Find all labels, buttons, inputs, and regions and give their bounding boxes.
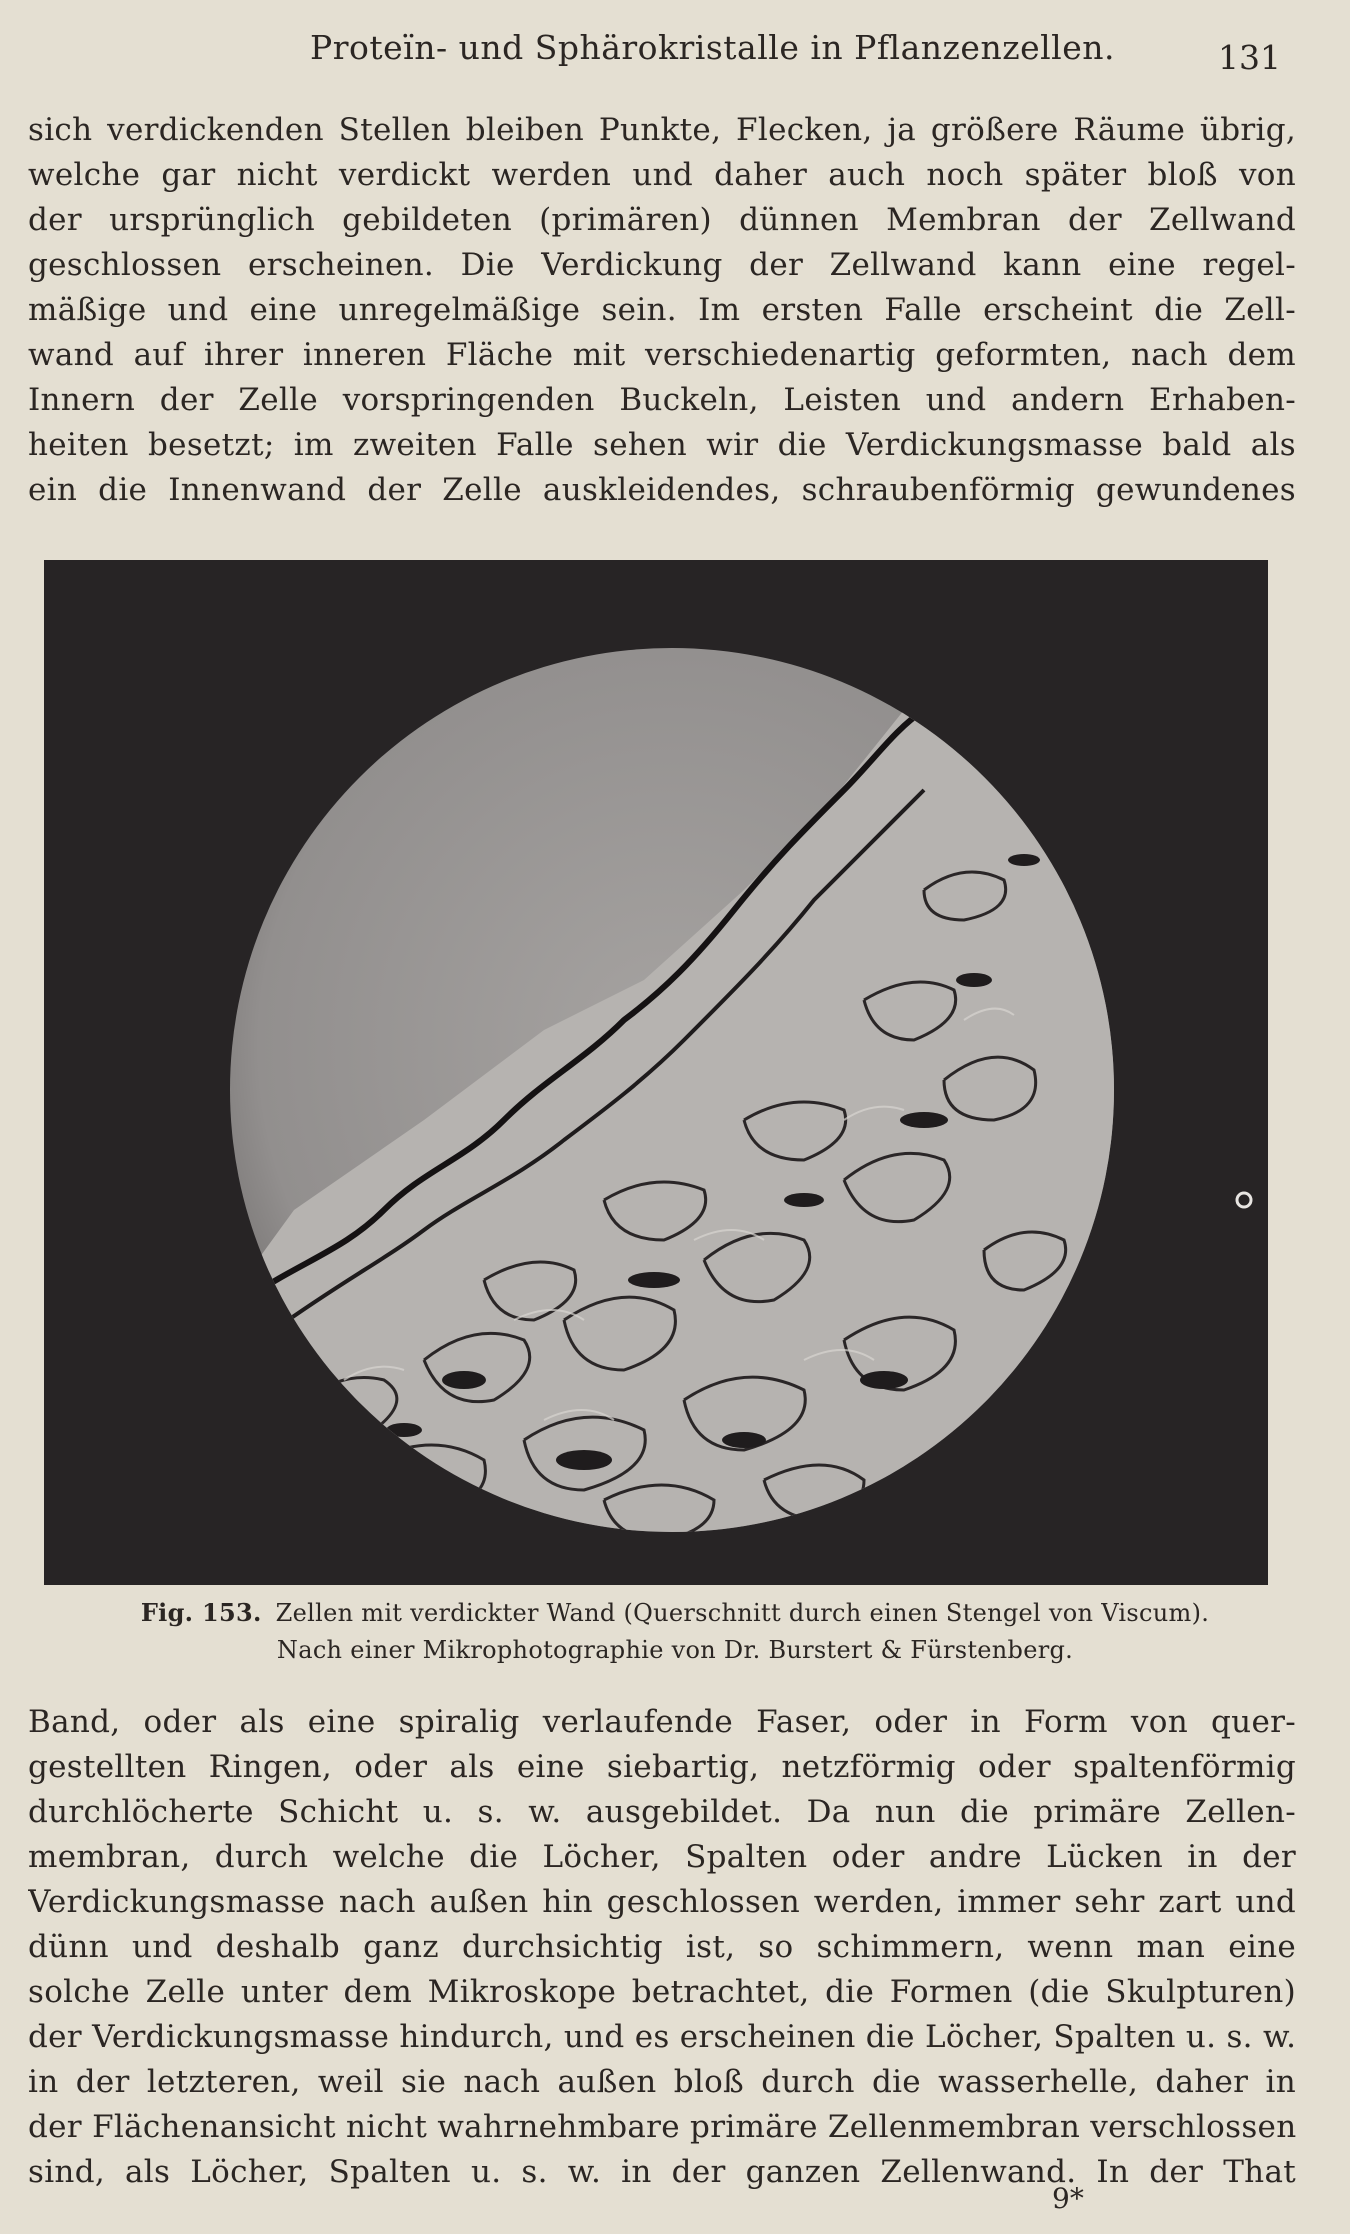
text-line: mäßige und eine unregelmäßige sein. Im ersten Falle erscheint die Zell- bbox=[28, 292, 1296, 328]
running-head bbox=[0, 22, 1350, 77]
text-line: dünn und deshalb ganz durchsichtig ist, so schimmern, wenn man eine bbox=[28, 1929, 1296, 1965]
running-title: Proteïn- und Sphärokristalle in Pflanzenzellen. bbox=[310, 28, 1115, 67]
figure-caption-text: Zellen mit verdickter Wand (Querschnitt durch einen Stengel von Viscum). bbox=[275, 1599, 1210, 1627]
text-line: membran, durch welche die Löcher, Spalten oder andre Lücken in der bbox=[28, 1839, 1296, 1875]
text-line: Innern der Zelle vorspringenden Buckeln, Leisten und andern Erhaben- bbox=[28, 382, 1296, 418]
text-line: Verdickungsmasse nach außen hin geschlossen werden, immer sehr zart und bbox=[28, 1884, 1296, 1920]
micrograph-image bbox=[44, 560, 1268, 1585]
body-text-bottom bbox=[28, 1700, 1296, 2195]
text-line: geschlossen erscheinen. Die Verdickung der Zellwand kann eine regel- bbox=[28, 247, 1296, 283]
text-line: gestellten Ringen, oder als eine siebartig, netzförmig oder spaltenförmig bbox=[28, 1749, 1296, 1785]
body-text-top bbox=[28, 108, 1296, 513]
signature-mark: 9* bbox=[1052, 2182, 1084, 2215]
text-line: sind, als Löcher, Spalten u. s. w. in der ganzen Zellenwand. In der That bbox=[28, 2154, 1296, 2190]
text-line: wand auf ihrer inneren Fläche mit verschiedenartig geformten, nach dem bbox=[28, 337, 1296, 373]
text-line: durchlöcherte Schicht u. s. w. ausgebildet. Da nun die primäre Zellen- bbox=[28, 1794, 1296, 1830]
text-line: Band, oder als eine spiralig verlaufende Faser, oder in Form von quer- bbox=[28, 1704, 1296, 1740]
text-line: heiten besetzt; im zweiten Falle sehen wir die Verdickungsmasse bald als bbox=[28, 427, 1296, 463]
figure-caption-line1 bbox=[0, 1598, 1350, 1627]
text-line: der ursprünglich gebildeten (primären) dünnen Membran der Zellwand bbox=[28, 202, 1296, 238]
text-line: welche gar nicht verdickt werden und daher auch noch später bloß von bbox=[28, 157, 1296, 193]
text-line: der Verdickungsmasse hindurch, und es erscheinen die Löcher, Spalten u. s. w. bbox=[28, 2019, 1296, 2055]
text-line: solche Zelle unter dem Mikroskope betrachtet, die Formen (die Skulpturen) bbox=[28, 1974, 1296, 2010]
text-line: der Flächenansicht nicht wahrnehmbare primäre Zellenmembran verschlossen bbox=[28, 2109, 1296, 2145]
figure-caption-line2: Nach einer Mikrophotographie von Dr. Burstert & Fürstenberg. bbox=[276, 1636, 1074, 1664]
page-number: 131 bbox=[1218, 38, 1281, 77]
text-line: sich verdickenden Stellen bleiben Punkte, Flecken, ja größere Räume übrig, bbox=[28, 112, 1296, 148]
text-line: in der letzteren, weil sie nach außen bloß durch die wasserhelle, daher in bbox=[28, 2064, 1296, 2100]
micrograph-plate bbox=[44, 560, 1268, 1585]
figure-label: Fig. 153. bbox=[140, 1598, 262, 1627]
text-line: ein die Innenwand der Zelle auskleidendes, schraubenförmig gewundenes bbox=[28, 472, 1296, 508]
